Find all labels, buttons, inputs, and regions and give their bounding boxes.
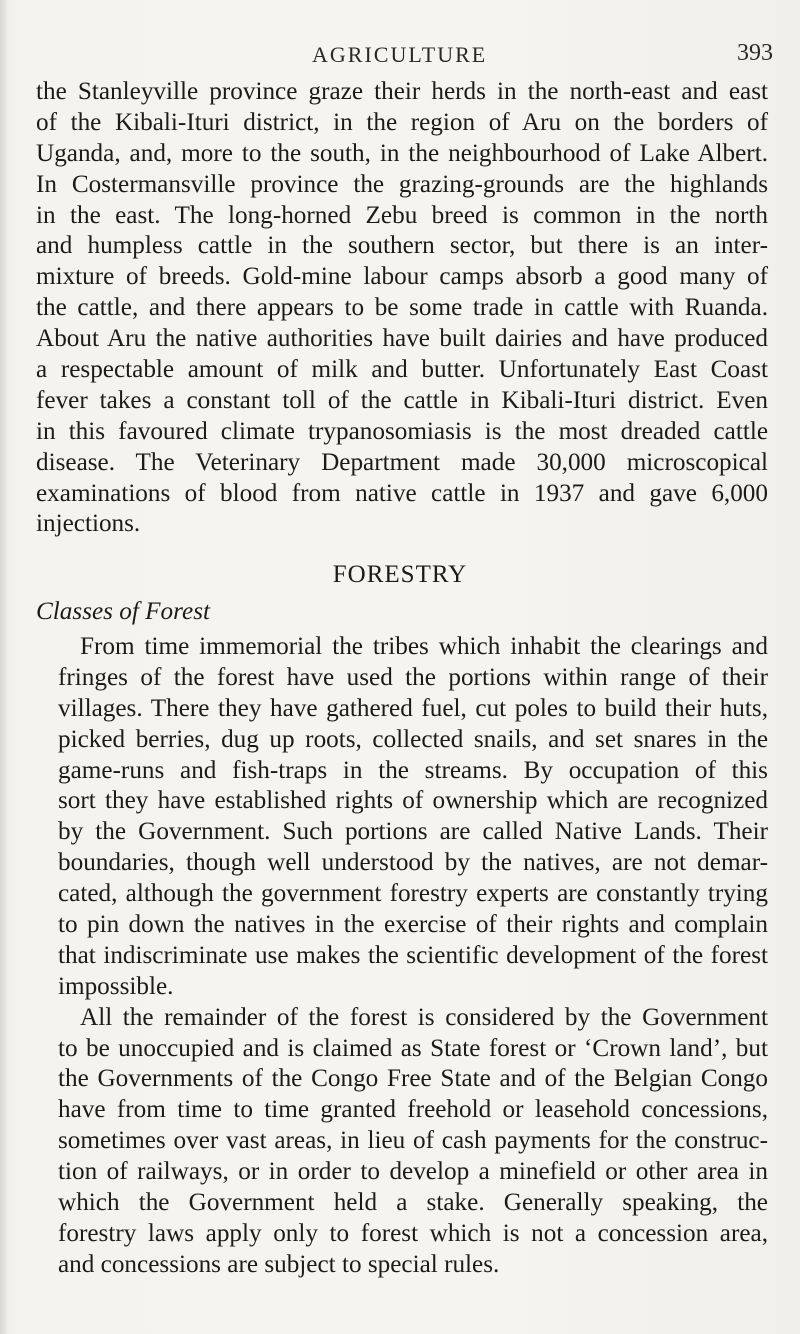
text-line: Uganda, and, more to the south, in the neighbourhood of Lake Albert. — [36, 139, 768, 167]
section-heading: FORESTRY — [332, 561, 468, 588]
text-line: the cattle, and there appears to be some trade in cattle with Ruanda. — [36, 294, 768, 322]
text-line: a respectable amount of milk and butter. Unfortunately East Coast — [36, 356, 768, 384]
forestry-text — [36, 632, 768, 1281]
text-line: of the Kibali-Ituri district, in the region of Aru on the borders of — [36, 108, 768, 136]
text-line: injections. — [36, 510, 141, 538]
text-line: In Costermansville province the grazing-grounds are the highlands — [36, 170, 768, 198]
text-line: disease. The Veterinary Department made 30,000 microscopical — [36, 448, 768, 476]
text-line: sometimes over vast areas, in lieu of cash payments for the construc- — [58, 1127, 768, 1155]
text-line: the Governments of the Congo Free State and of the Belgian Congo — [58, 1065, 768, 1093]
text-line: sort they have established rights of ownership which are recognized — [58, 787, 768, 815]
text-line: examinations of blood from native cattle in 1937 and gave 6,000 — [36, 479, 768, 507]
text-line: impossible. — [58, 972, 174, 1000]
text-line: cated, although the government forestry experts are constantly trying — [58, 880, 768, 908]
text-line: and humpless cattle in the southern sector, but there is an inter- — [36, 232, 768, 260]
text-line: the Stanleyville province graze their herds in the north-east and east — [36, 78, 768, 105]
running-head: AGRICULTURE — [312, 42, 488, 67]
page-number: 393 — [737, 40, 773, 66]
text-line: From time immemorial the tribes which inhabit the clearings and — [80, 633, 768, 660]
text-line: by the Government. Such portions are called Native Lands. Their — [58, 818, 768, 846]
text-line: forestry laws apply only to forest which is not a concession area, — [58, 1219, 768, 1247]
text-line: in the east. The long-horned Zebu breed is common in the north — [36, 201, 768, 229]
text-line: villages. There they have gathered fuel, cut poles to build their huts, — [58, 694, 768, 722]
text-line: All the remainder of the forest is considered by the Government — [80, 1003, 768, 1031]
text-line: tion of railways, or in order to develop a minefield or other area in — [58, 1158, 768, 1186]
text-line: About Aru the native authorities have built dairies and have produced — [36, 325, 768, 353]
text-line: boundaries, though well understood by the natives, are not demar- — [58, 849, 768, 877]
subheading: Classes of Forest — [36, 598, 210, 625]
paragraph-agriculture-cattle — [36, 77, 768, 540]
paragraph-state-forest — [36, 1003, 768, 1281]
text-line: fringes of the forest have used the portions within range of their — [58, 663, 768, 691]
paragraph-native-lands — [36, 632, 768, 1003]
text-line: game-runs and fish-traps in the streams. By occupation of this — [58, 756, 768, 784]
text-line: to pin down the natives in the exercise of their rights and complain — [58, 911, 768, 939]
text-line: fever takes a constant toll of the cattle in Kibali-Ituri district. Even — [36, 386, 768, 414]
text-line: have from time to time granted freehold or leasehold concessions, — [58, 1096, 768, 1124]
gutter-shadow — [0, 0, 8, 1334]
text-line: picked berries, dug up roots, collected snails, and set snares in the — [58, 725, 768, 753]
text-line: to be unoccupied and is claimed as State forest or ‘Crown land’, but — [58, 1034, 768, 1062]
text-line: and concessions are subject to special rules. — [58, 1250, 500, 1278]
text-line: in this favoured climate trypanosomiasis is the most dreaded cattle — [36, 417, 768, 445]
text-line: that indiscriminate use makes the scientific development of the forest — [58, 941, 768, 969]
text-line: mixture of breeds. Gold-mine labour camps absorb a good many of — [36, 263, 768, 291]
text-line: which the Government held a stake. Generally speaking, the — [58, 1189, 768, 1217]
